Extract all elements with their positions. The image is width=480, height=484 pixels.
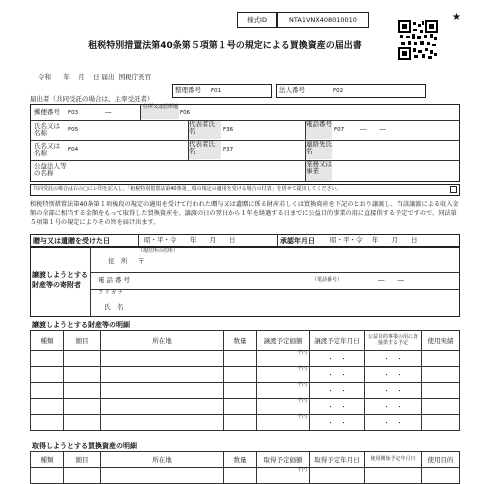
phone-label: 電話番号 — [306, 121, 332, 139]
body-paragraph: 租税特別措置法第40条第１項後段の規定の適用を受けて行われた贈与又は遺贈に係る財産若しくは買換資産を下記のとおり譲渡し、当該譲渡による収入金額の全部に相当する金額をもって取得した買換資産を、譲渡の日の翌日から１年を経過する日までに公益目的事業の用に直接供する予定ですので、同法第５項第１号の規定によりその旨を届け出ます。 — [30, 201, 459, 226]
donor-addr-label: 住 所 — [108, 257, 128, 265]
f03-code: F03 — [68, 110, 79, 116]
t2-header: 取得予定価額 — [257, 452, 310, 468]
t1-header: 譲渡予定年月日 — [310, 331, 365, 351]
transfer-era: 昭・平・令 — [144, 236, 177, 244]
f37-code: F37 — [223, 147, 234, 153]
t1-header: 譲渡予定価額 — [257, 331, 310, 351]
donor-phone-note: （電話番号） — [312, 277, 343, 283]
t1-header: 使用実績 — [422, 331, 460, 351]
table-row: 千円 ・ ・ ・ ・ — [31, 399, 460, 415]
address-label: 住所又は居所地 — [141, 105, 179, 119]
table-row: 千円 ・ ・ ・ ・ — [31, 415, 460, 431]
qr-code-icon — [398, 20, 438, 60]
postal-label: 郵便番号 — [34, 108, 60, 116]
t1-header: 公益目的事業の用に直接供する予定 — [365, 331, 422, 351]
star-mark: ★ — [452, 12, 461, 23]
transfer-date-label: 贈与又は遺贈を受けた日 — [33, 237, 110, 245]
business-label: 業務又は事業 — [306, 161, 332, 181]
address-input[interactable] — [193, 105, 459, 119]
t2-header: 使用目的 — [422, 452, 460, 468]
donor-kana-label: フ リ ガ ナ — [98, 290, 123, 296]
form-id-label-box: 様式ID — [237, 12, 277, 28]
f05-code: F05 — [68, 127, 79, 133]
name2-label: 氏名又は名称 — [34, 142, 60, 158]
table-row: 千円 ・ ・ ・ ・ — [31, 383, 460, 399]
f06-code: F06 — [180, 110, 191, 116]
t2-header: 数量 — [224, 452, 257, 468]
name-input[interactable] — [82, 121, 187, 139]
page-title: 租税特別措置法第40条第５項第１号の規定による買換資産の届出書 — [88, 41, 362, 51]
approval-date-label: 承認年月日 — [280, 237, 315, 245]
name-label: 氏名又は名称 — [34, 122, 60, 138]
donor-addr-note: （現住所の住所） — [138, 248, 179, 254]
transfer-ymd: 年 月 日 — [190, 236, 236, 244]
table-row: 千円 — [31, 468, 460, 484]
rep2-label: 代表者氏名 — [189, 141, 221, 159]
table-row: 千円 ・ ・ ・ ・ — [31, 367, 460, 383]
asset-transfer-table — [30, 330, 460, 431]
donor-label: 譲渡しようとする財産等の寄附者 — [32, 271, 88, 289]
donor-phone-mask: ― ― — [378, 276, 404, 284]
approval-era: 昭・平・令 — [330, 236, 363, 244]
public-name-label: 公益法人等の名称 — [34, 162, 67, 178]
contact-label: 連絡先氏名 — [306, 141, 332, 159]
f36-code: F36 — [223, 127, 234, 133]
t2-header: 種類 — [31, 452, 64, 468]
joint-note: 共同受託の場合は右の□にレ印を記入し、「租税特別措置法第40条第＿項の規定の適用を受ける場合の付表」を併せて提出してください。 — [30, 184, 460, 196]
filer-label: 届出者（共同受託の場合は、主率受託者） — [30, 95, 154, 103]
f07-code: F07 — [334, 127, 345, 133]
t2-header: 取得予定年月日 — [310, 452, 365, 468]
t2-header: 使用開始予定年月日 — [365, 452, 422, 468]
t2-header: 所在地 — [101, 452, 224, 468]
phone-mask: ― ― — [360, 125, 386, 133]
table2-section-title: 取得しようとする買換資産の明細 — [32, 442, 137, 450]
t1-header: 数量 — [224, 331, 257, 351]
form-id-value: NTA1VNX408010010 — [277, 12, 369, 28]
admin-number-box: 整理番号 F01 — [172, 84, 272, 98]
donor-postal-mark: 〒 — [138, 257, 145, 265]
rep-name-label: 代表者氏名 — [189, 121, 221, 139]
postal-dash: ― — [105, 108, 112, 116]
joint-checkbox[interactable] — [450, 186, 457, 193]
t2-header: 細目 — [64, 452, 101, 468]
t1-header: 細目 — [64, 331, 101, 351]
replacement-asset-table — [30, 451, 460, 484]
date-line: 令和 年 月 日 届出 国税庁長官 — [38, 73, 152, 81]
corporate-number-box: 法人番号 F02 — [276, 84, 426, 98]
donor-name-label: 氏 名 — [104, 303, 124, 311]
donor-phone-label: 電話番号 — [98, 276, 132, 284]
f04-code: F04 — [68, 147, 79, 153]
table-row: 千円 ・ ・ ・ ・ — [31, 351, 460, 367]
approval-ymd: 年 月 日 — [372, 236, 418, 244]
table1-section-title: 譲渡しようとする財産等の明細 — [32, 321, 130, 329]
t1-header: 種類 — [31, 331, 64, 351]
t1-header: 所在地 — [101, 331, 224, 351]
